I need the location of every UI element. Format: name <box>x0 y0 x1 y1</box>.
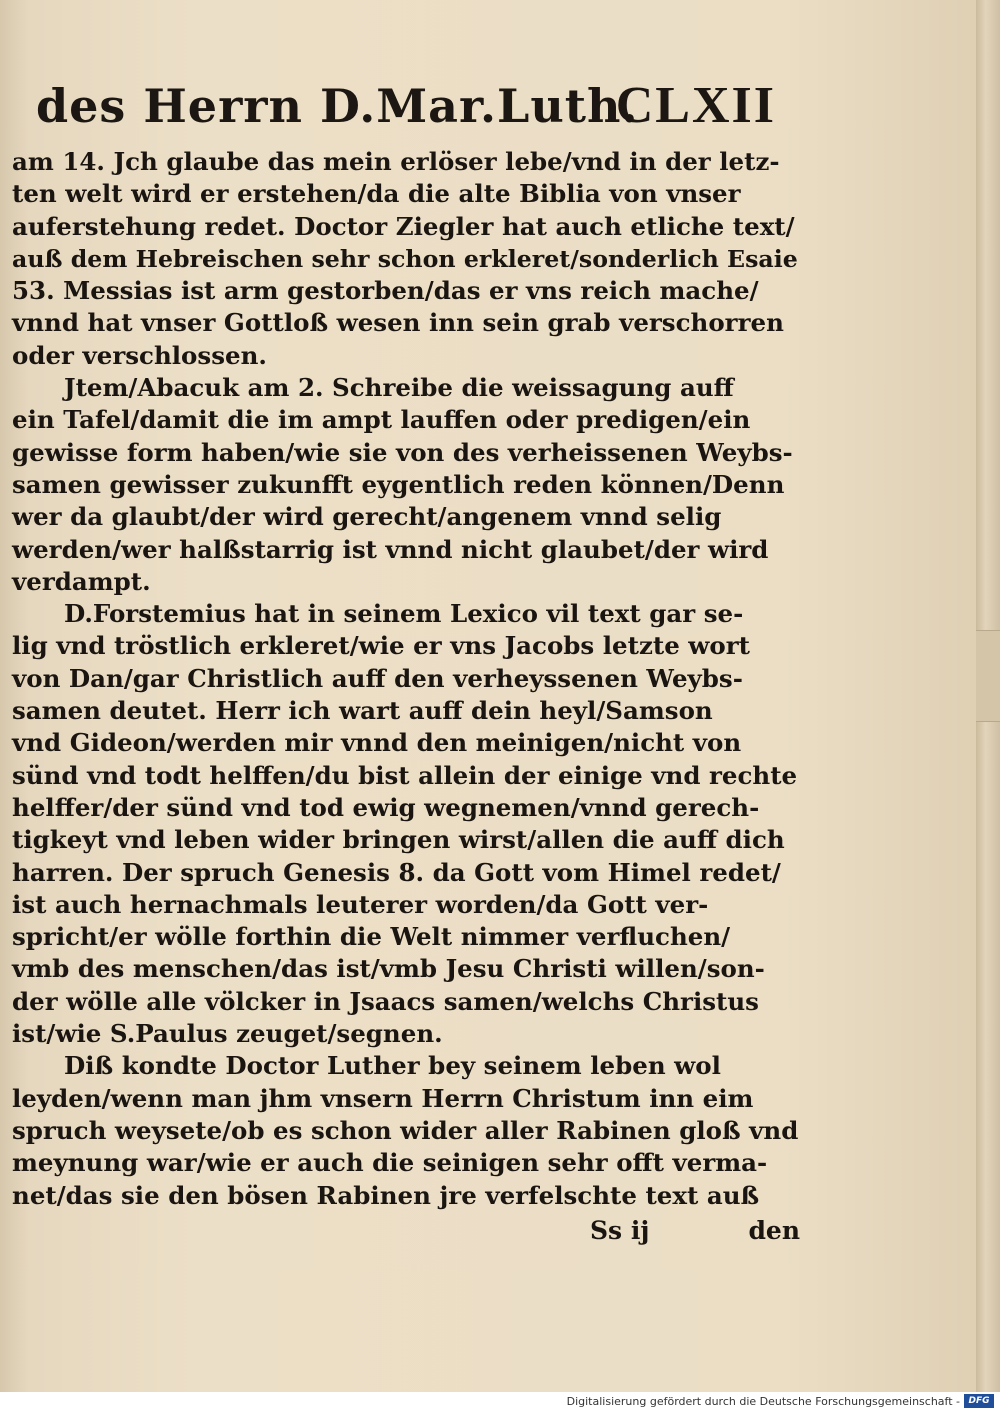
text-line: werden/wer halßstarrig ist vnnd nicht glaubet/der wird <box>12 534 769 564</box>
signature-mark: Ss ij <box>590 1216 650 1245</box>
text-line: sünd vnd todt helffen/du bist allein der einige vnd rechte <box>12 760 798 790</box>
page-catchwords <box>590 1216 800 1250</box>
text-line: von Dan/gar Christlich auff den verheyssenen Weybs- <box>12 663 743 693</box>
text-line: gewisse form haben/wie sie von des verheissenen Weybs- <box>12 437 793 467</box>
text-line: auferstehung redet. Doctor Ziegler hat auch etliche text/ <box>12 211 795 241</box>
text-line: 53. Messias ist arm gestorben/das er vns reich mache/ <box>12 276 759 306</box>
folio-number: CLXII <box>615 77 776 134</box>
text-line: oder verschlossen. <box>12 340 267 370</box>
text-line: harren. Der spruch Genesis 8. da Gott vom Himel redet/ <box>12 857 781 887</box>
text-line: ist/wie S.Paulus zeuget/segnen. <box>12 1019 443 1049</box>
catchword: den <box>748 1216 800 1245</box>
text-line: am 14. Jch glaube das mein erlöser lebe/vnd in der letz- <box>12 147 780 176</box>
text-line: der wölle alle völcker in Jsaacs samen/welchs Christus <box>12 986 759 1016</box>
text-line: Jtem/Abacuk am 2. Schreibe die weissagung auff <box>64 373 734 403</box>
body-text <box>12 146 798 1212</box>
text-line: verdampt. <box>12 566 151 596</box>
text-line: samen gewisser zukunfft eygentlich reden können/Denn <box>12 469 785 499</box>
text-line: wer da glaubt/der wird gerecht/angenem vnnd selig <box>12 502 722 532</box>
text-line: D.Forstemius hat in seinem Lexico vil text gar se- <box>64 599 744 629</box>
text-line: samen deutet. Herr ich wart auff dein heyl/Samson <box>12 696 713 726</box>
text-line: meynung war/wie er auch die seinigen sehr offt verma- <box>12 1148 768 1178</box>
digitization-footer <box>0 1392 1000 1411</box>
text-line: vnd Gideon/werden mir vnnd den meinigen/nicht von <box>12 728 742 758</box>
text-line: leyden/wenn man jhm vnsern Herrn Christum inn eim <box>12 1083 754 1113</box>
text-line: helffer/der sünd vnd tod ewig wegnemen/vnnd gerech- <box>12 792 760 822</box>
text-line: Diß kondte Doctor Luther bey seinem leben wol <box>64 1051 721 1081</box>
page-clip <box>976 630 1000 722</box>
text-line: net/das sie den bösen Rabinen jre verfelschte text auß <box>12 1180 760 1210</box>
page-header <box>36 72 776 142</box>
text-line: auß dem Hebreischen sehr schon erkleret/sonderlich Esaie <box>12 244 798 273</box>
text-line: ist auch hernachmals leuterer worden/da Gott ver- <box>12 889 709 919</box>
page-edge <box>976 0 1000 1392</box>
text-line: lig vnd tröstlich erkleret/wie er vns Jacobs letzte wort <box>12 631 750 661</box>
text-line: spruch weysete/ob es schon wider aller Rabinen gloß vnd <box>12 1115 799 1145</box>
dfg-logo: DFG <box>964 1394 994 1408</box>
text-line: ten welt wird er erstehen/da die alte Biblia von vnser <box>12 179 741 209</box>
text-line: vnnd hat vnser Gottloß wesen inn sein grab verschorren <box>12 308 784 338</box>
running-title: des Herrn D.Mar.Luth. <box>36 79 639 133</box>
text-line: tigkeyt vnd leben wider bringen wirst/allen die auff dich <box>12 825 785 855</box>
text-line: vmb des menschen/das ist/vmb Jesu Christi willen/son- <box>12 954 765 984</box>
funding-credit: Digitalisierung gefördert durch die Deutsche Forschungsgemeinschaft - <box>566 1395 960 1408</box>
text-line: ein Tafel/damit die im ampt lauffen oder predigen/ein <box>12 405 751 435</box>
text-line: spricht/er wölle forthin die Welt nimmer verfluchen/ <box>12 922 731 952</box>
